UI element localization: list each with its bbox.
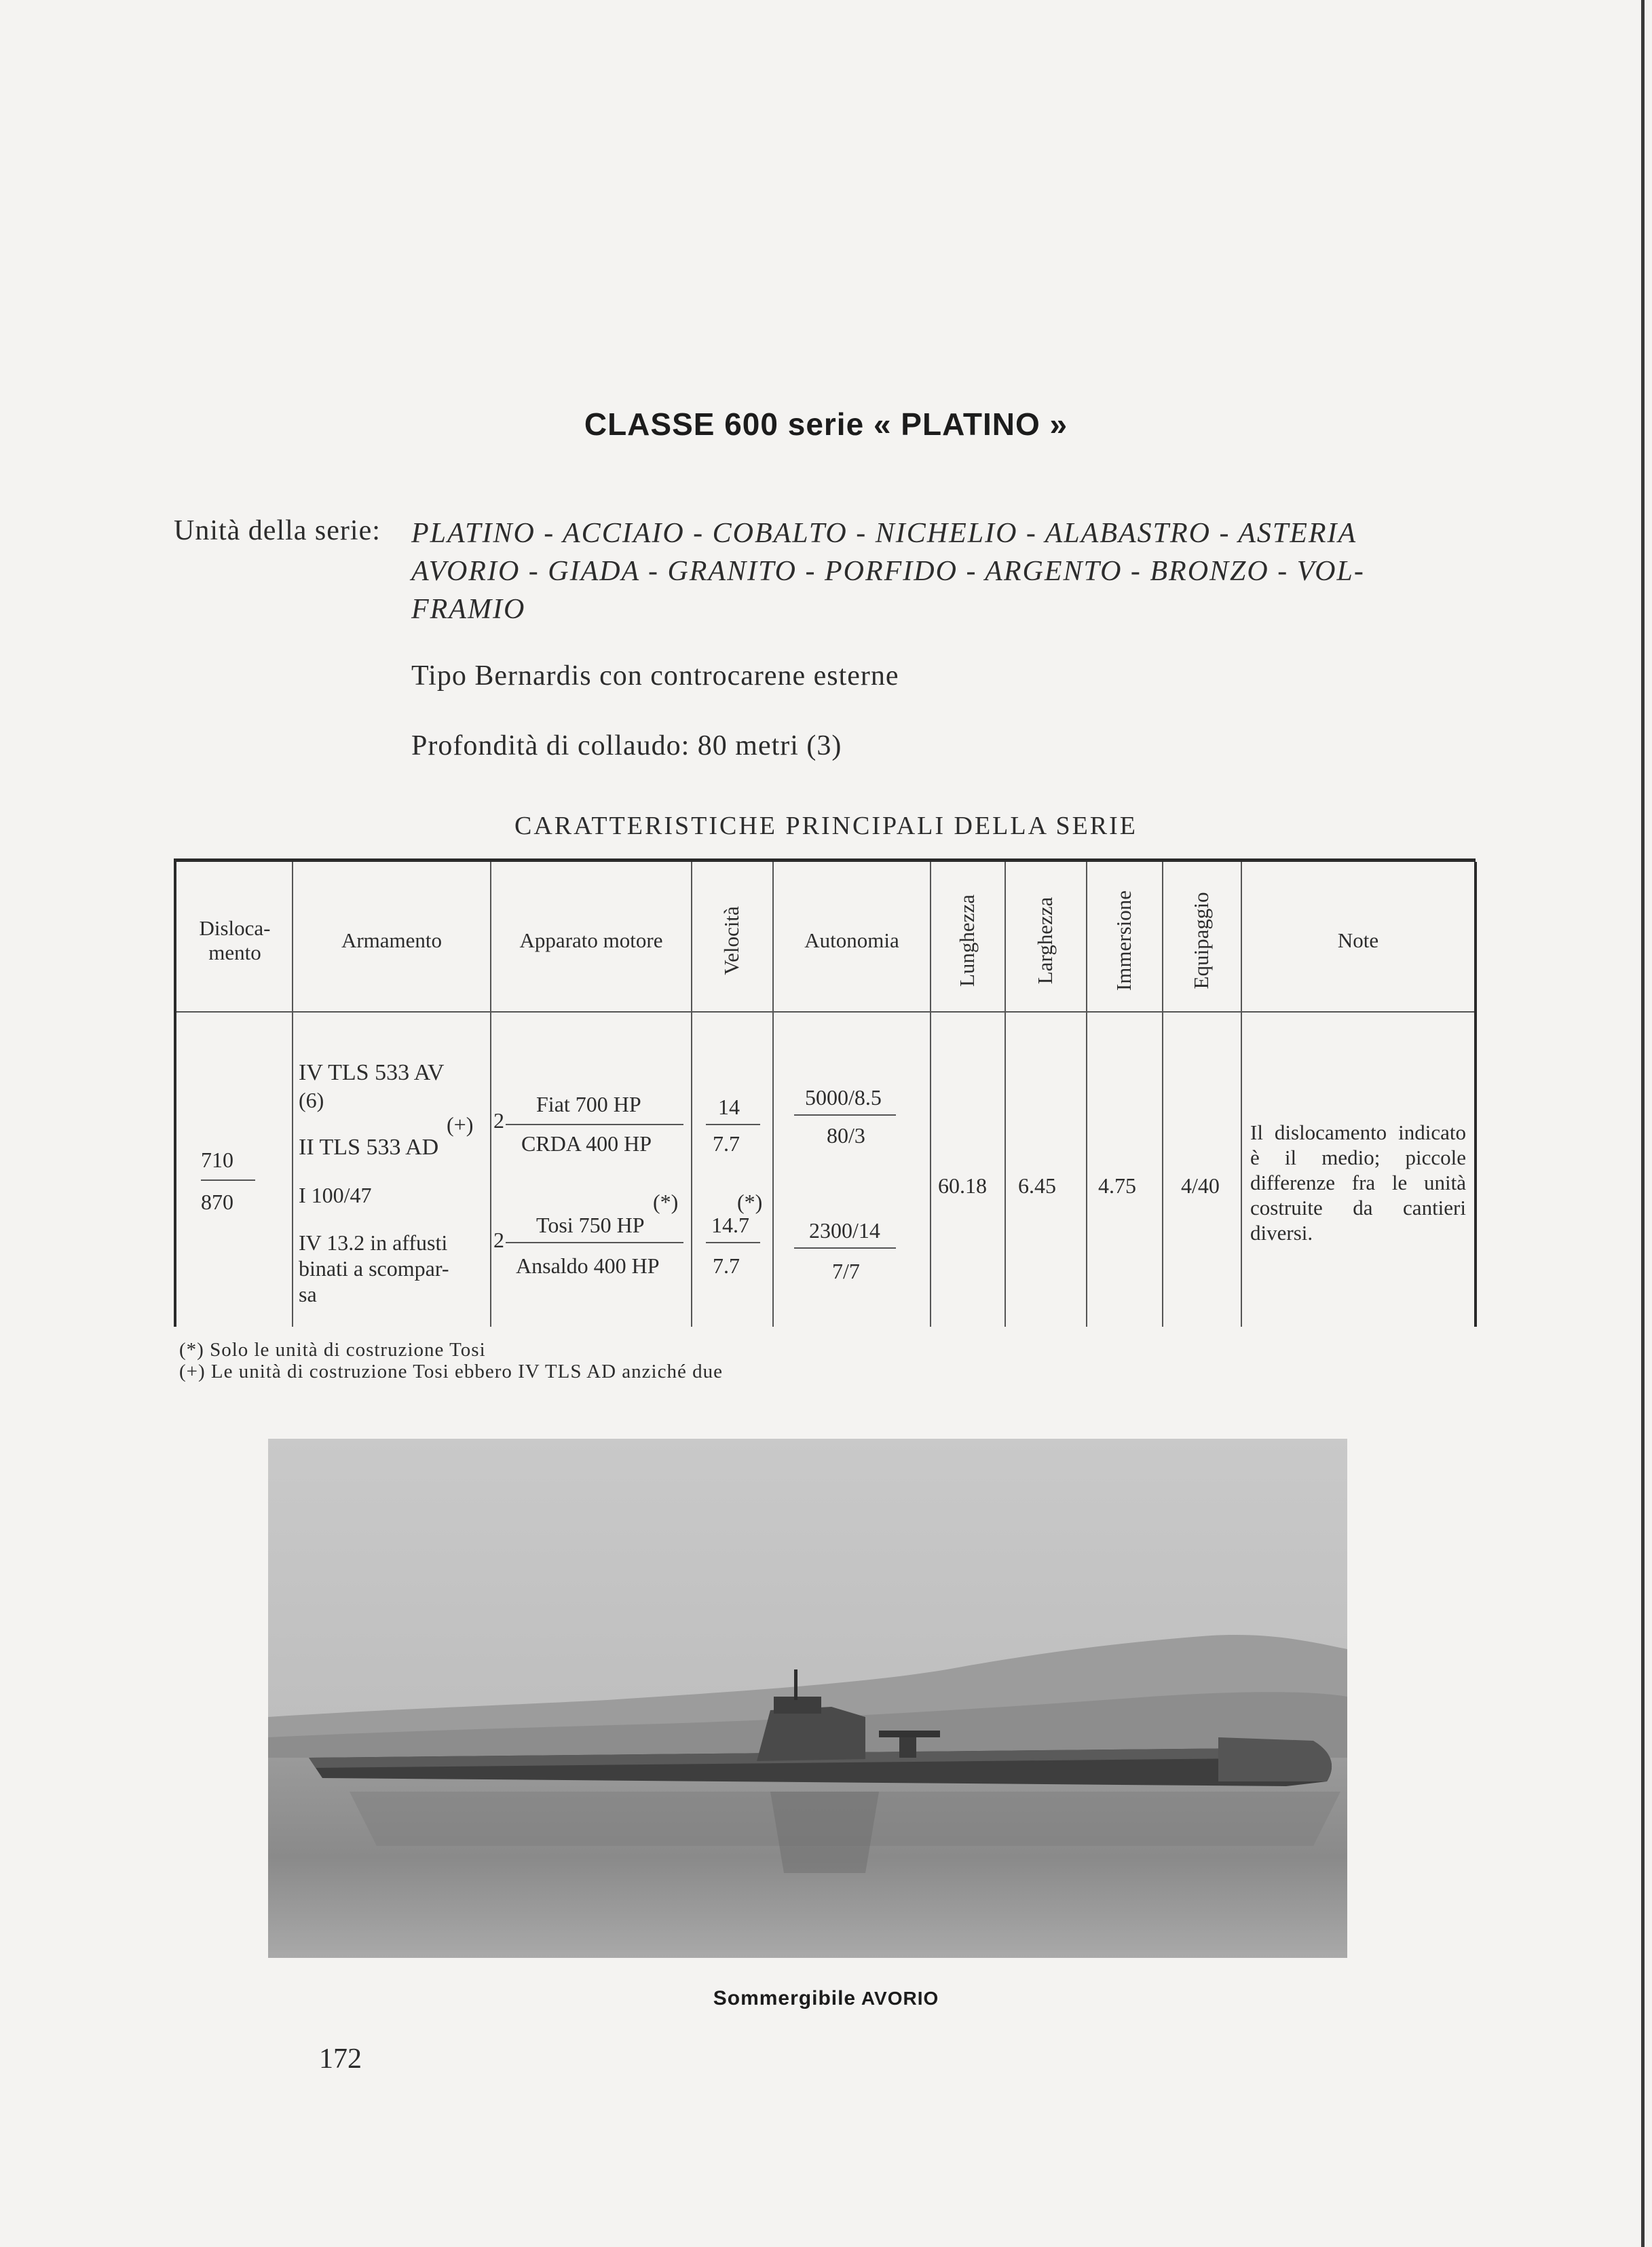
page-number: 172 bbox=[319, 2043, 362, 2075]
units-list bbox=[411, 514, 1484, 628]
dislocamento-surface: 710 bbox=[201, 1148, 233, 1172]
range-surface: 5000/8.5 bbox=[805, 1085, 882, 1110]
test-depth-text: Profondità di collaudo: 80 metri (3) bbox=[411, 730, 842, 761]
type-text: Tipo Bernardis con controcarene esterne bbox=[411, 660, 899, 692]
table-col-divider bbox=[691, 862, 692, 1327]
photo-caption bbox=[0, 1987, 1652, 2010]
tosi-marker: (*) bbox=[653, 1190, 679, 1214]
plus-marker: (+) bbox=[447, 1112, 474, 1137]
header-note: Note bbox=[1337, 928, 1379, 952]
engine-multiplier: 2 bbox=[493, 1108, 504, 1133]
armament-line: binati a scompar- bbox=[299, 1256, 449, 1281]
header-lunghezza: Lunghezza bbox=[955, 894, 979, 987]
draft-value: 4.75 bbox=[1098, 1173, 1136, 1198]
footnote-tosi: (*) Solo le unità di costruzione Tosi bbox=[179, 1339, 486, 1361]
units-line-3: FRAMIO bbox=[411, 594, 526, 625]
header-equipaggio: Equipaggio bbox=[1189, 892, 1213, 989]
speed-submerged: 7.7 bbox=[713, 1131, 740, 1156]
units-line-2: AVORIO - GIADA - GRANITO - PORFIDO - ARGENTO - BRONZO - VOL- bbox=[411, 556, 1365, 587]
fraction-line bbox=[201, 1179, 255, 1181]
header-dislocamento: Disloca- mento bbox=[199, 916, 271, 964]
units-line-1: PLATINO - ACCIAIO - COBALTO - NICHELIO - ALABASTRO - ASTERIA bbox=[411, 518, 1357, 549]
table-col-divider bbox=[1086, 862, 1087, 1327]
header-larghezza: Larghezza bbox=[1033, 896, 1057, 985]
page-edge bbox=[1641, 0, 1645, 2247]
table-right-border bbox=[1474, 862, 1477, 1327]
speed-surface-tosi: 14.7 bbox=[711, 1213, 749, 1237]
photo-caption-prefix: Sommergibile bbox=[713, 1987, 857, 2009]
fraction-line bbox=[706, 1124, 760, 1125]
armament-line: sa bbox=[299, 1282, 317, 1306]
engine-electric: CRDA 400 HP bbox=[521, 1131, 652, 1156]
table-title: CARATTERISTICHE PRINCIPALI DELLA SERIE bbox=[514, 812, 1138, 840]
table-col-divider bbox=[1005, 862, 1006, 1327]
submarine-photo bbox=[268, 1439, 1347, 1958]
armament-line: IV 13.2 in affusti bbox=[299, 1230, 448, 1255]
length-value: 60.18 bbox=[938, 1173, 987, 1198]
table-top-rule bbox=[174, 858, 1476, 862]
fraction-line bbox=[706, 1242, 760, 1243]
page-title: CLASSE 600 serie « PLATINO » bbox=[584, 407, 1068, 442]
beam-value: 6.45 bbox=[1018, 1173, 1056, 1198]
engine-diesel-tosi: Tosi 750 HP bbox=[536, 1213, 645, 1237]
engine-electric-tosi: Ansaldo 400 HP bbox=[516, 1253, 660, 1278]
fraction-line bbox=[506, 1124, 683, 1125]
table-header-rule bbox=[174, 1011, 1476, 1013]
armament-line: IV TLS 533 AV bbox=[299, 1060, 445, 1085]
fraction-line bbox=[794, 1114, 896, 1116]
header-velocita: Velocità bbox=[719, 906, 743, 975]
armament-line: (6) bbox=[299, 1088, 324, 1112]
armament-line: I 100/47 bbox=[299, 1183, 372, 1207]
armament-line: II TLS 533 AD bbox=[299, 1135, 439, 1160]
footnote-plus: (+) Le unità di costruzione Tosi ebbero IV TLS AD anziché due bbox=[179, 1361, 723, 1382]
range-surface-tosi: 2300/14 bbox=[809, 1218, 880, 1243]
header-autonomia: Autonomia bbox=[804, 928, 899, 952]
speed-submerged-tosi: 7.7 bbox=[713, 1253, 740, 1278]
dislocamento-submerged: 870 bbox=[201, 1190, 233, 1214]
header-armamento: Armamento bbox=[341, 928, 443, 952]
table-left-border bbox=[174, 862, 176, 1327]
range-submerged-tosi: 7/7 bbox=[832, 1259, 860, 1283]
fraction-line bbox=[506, 1242, 683, 1243]
speed-surface: 14 bbox=[718, 1095, 740, 1119]
table-col-divider bbox=[930, 862, 931, 1327]
units-label: Unità della serie: bbox=[174, 515, 381, 546]
table-col-divider bbox=[1162, 862, 1163, 1327]
tosi-marker: (*) bbox=[737, 1190, 763, 1214]
engine-multiplier: 2 bbox=[493, 1228, 504, 1252]
header-apparato-motore: Apparato motore bbox=[519, 928, 663, 952]
fraction-line bbox=[794, 1247, 896, 1249]
photo-caption-name: AVORIO bbox=[861, 1988, 939, 2009]
header-immersione: Immersione bbox=[1112, 890, 1135, 992]
crew-value: 4/40 bbox=[1181, 1173, 1220, 1198]
engine-diesel: Fiat 700 HP bbox=[536, 1092, 641, 1116]
range-submerged: 80/3 bbox=[827, 1123, 865, 1148]
note-text: Il dislocamento indicato è il medio; piccole differenze fra le unità costruite da cantieri diversi. bbox=[1250, 1120, 1466, 1245]
